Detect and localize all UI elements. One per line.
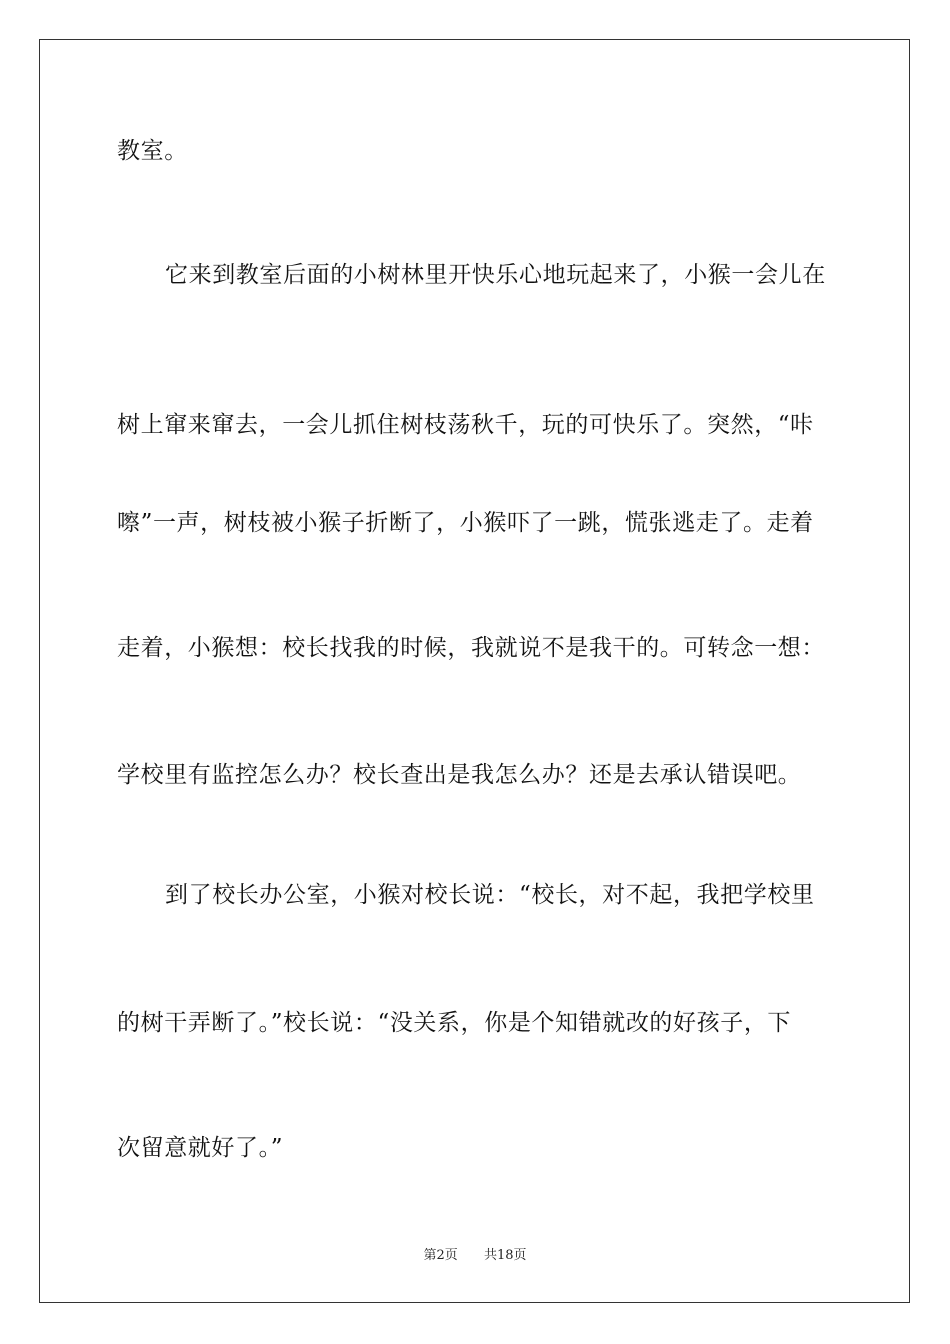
page-total: 共18页	[484, 1248, 527, 1263]
paragraph-line: 嚓”一声，树枝被小猴子折断了，小猴吓了一跳，慌张逃走了。走着	[117, 510, 814, 536]
paragraph-line: 的树干弄断了。”校长说：“没关系，你是个知错就改的好孩子，下	[117, 1010, 792, 1036]
paragraph-line: 走着，小猴想：校长找我的时候，我就说不是我干的。可转念一想：	[117, 635, 825, 661]
paragraph-line: 树上窜来窜去，一会儿抓住树枝荡秋千，玩的可快乐了。突然，“咔	[117, 412, 814, 438]
page-footer	[0, 1248, 950, 1264]
paragraph-line: 学校里有监控怎么办？校长查出是我怎么办？还是去承认错误吧。	[117, 762, 802, 788]
paragraph-line: 到了校长办公室，小猴对校长说：“校长，对不起，我把学校里	[165, 882, 815, 908]
paragraph-line: 教室。	[117, 138, 188, 164]
page-number: 第2页	[423, 1248, 458, 1263]
paragraph-line: 次留意就好了。”	[117, 1135, 284, 1161]
page-border	[39, 39, 910, 1303]
paragraph-line: 它来到教室后面的小树林里开快乐心地玩起来了，小猴一会儿在	[165, 262, 826, 288]
